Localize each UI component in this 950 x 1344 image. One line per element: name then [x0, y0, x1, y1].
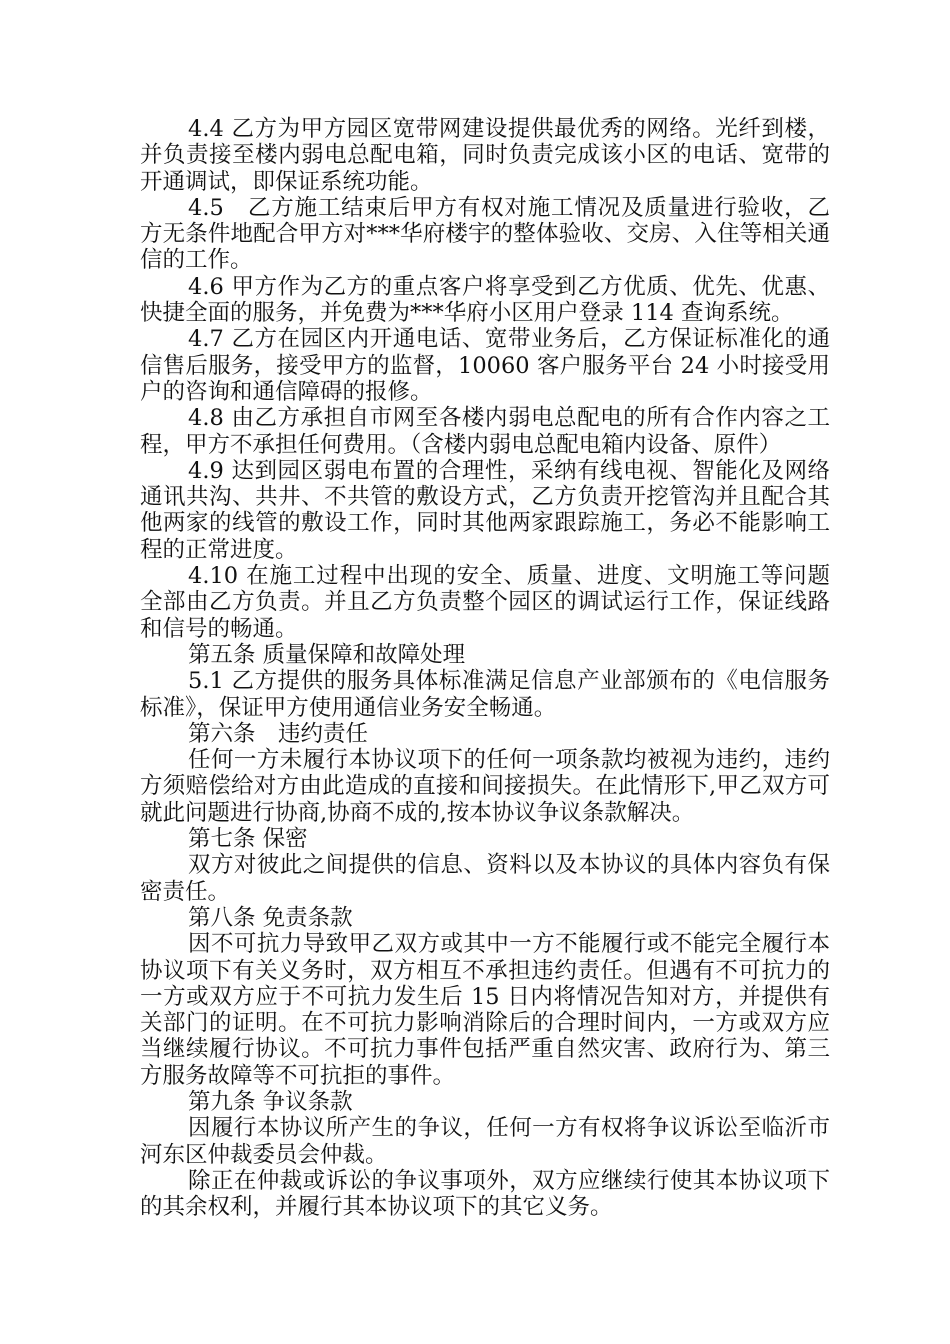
clause-4-9: 4.9 达到园区弱电布置的合理性，采纳有线电视、智能化及网络通讯共沟、共井、不共管的敷设方式，乙方负责开挖管沟并且配合其他两家的线管的敷设工作，同时其他两家跟踪施工，务必不能影响工程的正常进度。: [140, 457, 830, 563]
article-8-body: 因不可抗力导致甲乙双方或其中一方不能履行或不能完全履行本协议项下有关义务时，双方相互不承担违约责任。但遇有不可抗力的一方或双方应于不可抗力发生后 15 日内将情况告知对方，并提供有关部门的证明。在不可抗力影响消除后的合理时间内，一方或双方应当继续履行协议。不可抗力事件包括严重自然灾害、政府行为、第三方服务故障等不可抗拒的事件。: [140, 931, 830, 1089]
article-7-heading: 第七条 保密: [188, 826, 308, 853]
article-8-heading: 第八条 免责条款: [188, 904, 353, 931]
article-5-heading: 第五条 质量保障和故障处理: [188, 641, 466, 668]
article-9-body-1: 因履行本协议所产生的争议，任何一方有权将争议诉讼至临沂市河东区仲裁委员会仲裁。: [140, 1115, 830, 1168]
clause-4-6: 4.6 甲方作为乙方的重点客户将享受到乙方优质、优先、优惠、快捷全面的服务，并免费为***华府小区用户登录 114 查询系统。: [140, 273, 830, 327]
article-6-body: 任何一方未履行本协议项下的任何一项条款均被视为违约，违约方须赔偿给对方由此造成的直接和间接损失。在此情形下,甲乙双方可就此问题进行协商,协商不成的,按本协议争议条款解决。: [140, 747, 830, 826]
clause-5-1: 5.1 乙方提供的服务具体标准满足信息产业部颁布的《电信服务标准》，保证甲方使用通信业务安全畅通。: [140, 668, 830, 721]
article-9-heading: 第九条 争议条款: [188, 1088, 353, 1115]
clause-4-7: 4.7 乙方在园区内开通电话、宽带业务后，乙方保证标准化的通信售后服务，接受甲方的监督，10060 客户服务平台 24 小时接受用户的咨询和通信障碍的报修。: [140, 326, 830, 405]
article-6-heading: 第六条 违约责任: [188, 720, 369, 747]
clause-4-8: 4.8 由乙方承担自市网至各楼内弱电总配电的所有合作内容之工程，甲方不承担任何费用。（含楼内弱电总配电箱内设备、原件）: [140, 405, 830, 458]
article-9-body-2: 除正在仲裁或诉讼的争议事项外，双方应继续行使其本协议项下的其余权利，并履行其本协议项下的其它义务。: [140, 1167, 830, 1221]
clause-4-4: 4.4 乙方为甲方园区宽带网建设提供最优秀的网络。光纤到楼，并负责接至楼内弱电总配电箱，同时负责完成该小区的电话、宽带的开通调试，即保证系统功能。: [140, 116, 830, 195]
clause-4-5: 4.5 乙方施工结束后甲方有权对施工情况及质量进行验收，乙方无条件地配合甲方对***华府楼宇的整体验收、交房、入住等相关通信的工作。: [140, 194, 830, 274]
clause-4-10: 4.10 在施工过程中出现的安全、质量、进度、文明施工等问题全部由乙方负责。并且乙方负责整个园区的调试运行工作，保证线路和信号的畅通。: [140, 563, 830, 642]
document-page: [140, 116, 830, 1220]
article-7-body: 双方对彼此之间提供的信息、资料以及本协议的具体内容负有保密责任。: [140, 852, 830, 905]
